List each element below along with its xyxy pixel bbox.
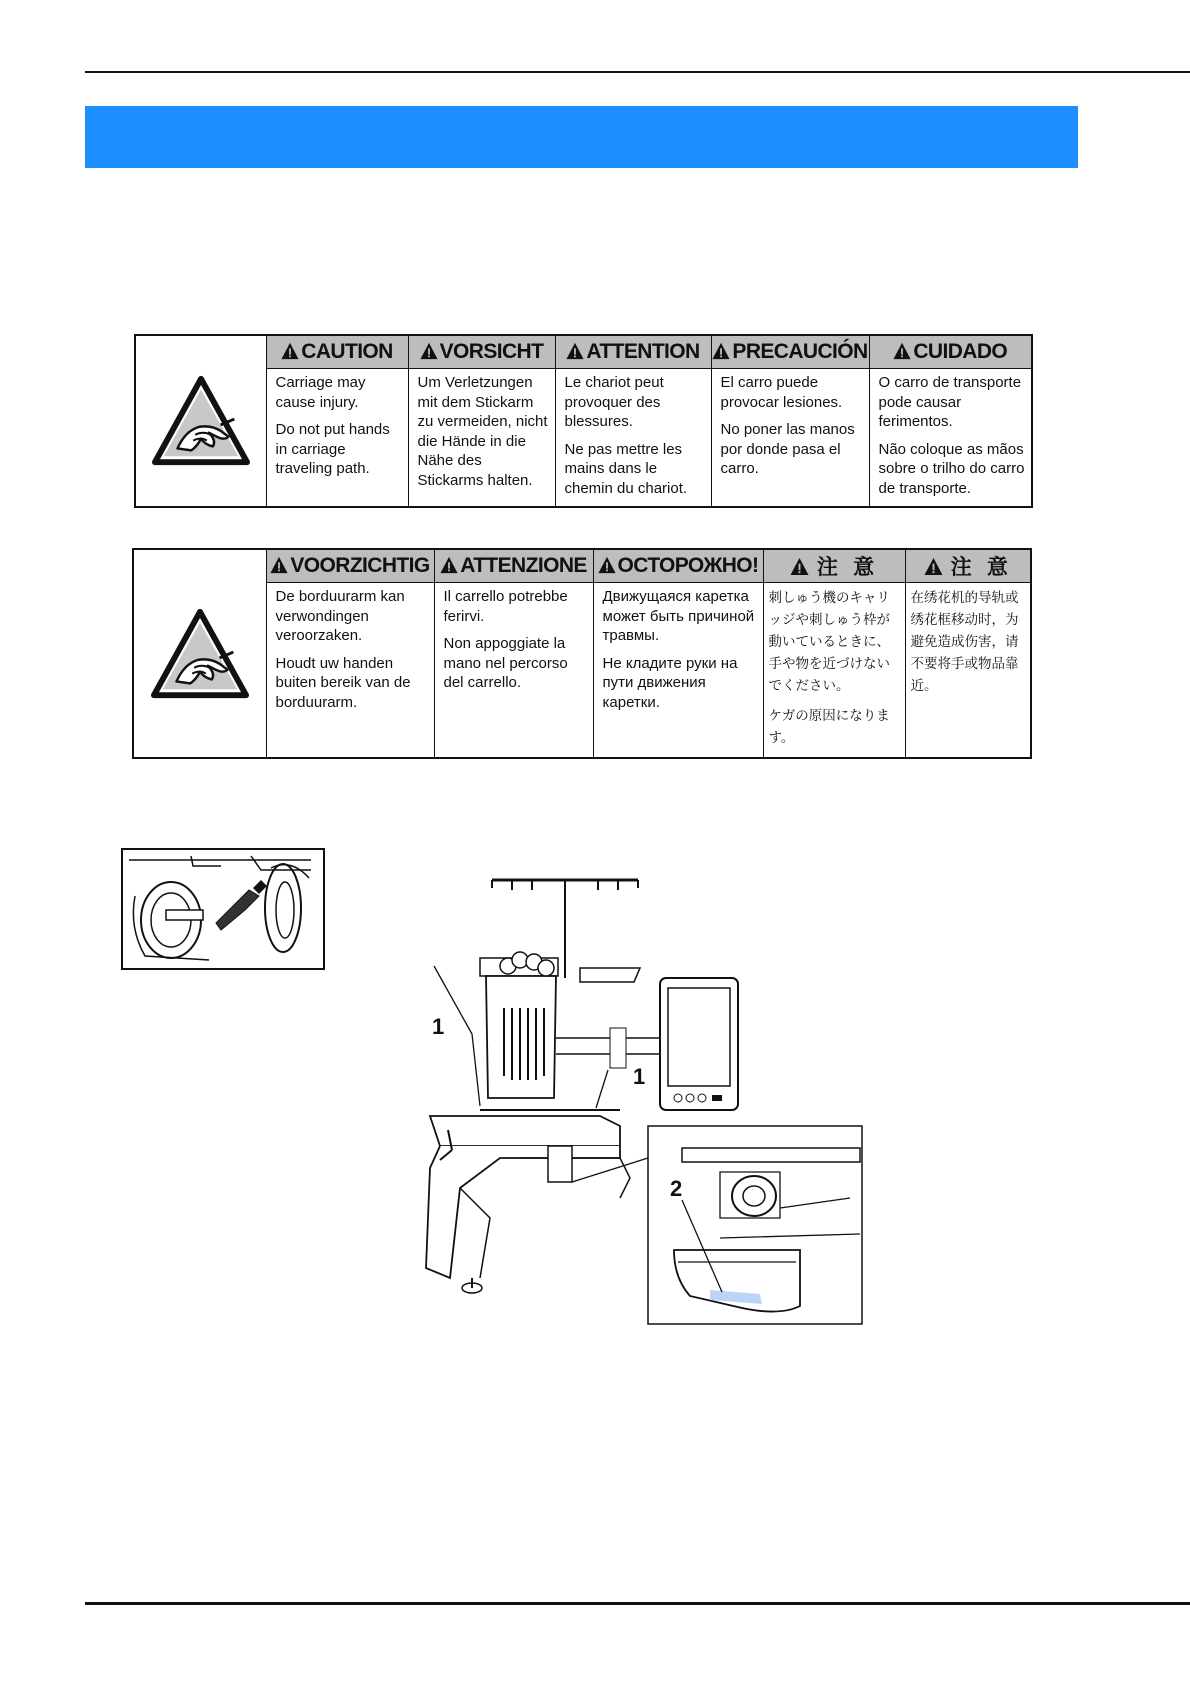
label-paragraph: Движущаяся каретка может быть причиной травмы. [602, 588, 755, 644]
warning-triangle-icon [281, 342, 299, 360]
label-body-2 [408, 369, 555, 508]
section-header-bar [85, 106, 1078, 168]
label-header-1 [266, 549, 434, 583]
label-header-text: ОСТОРОЖНО! [617, 554, 759, 577]
label-body-3 [593, 583, 763, 759]
caution-label-2 [132, 548, 1032, 759]
label-body-3 [555, 369, 711, 508]
label-header-text: VOORZICHTIG [290, 554, 430, 577]
warning-triangle-icon [440, 556, 458, 574]
embroidery-machine-illustration [420, 858, 865, 1328]
label-header-5 [905, 549, 1031, 583]
label-header-3 [593, 549, 763, 583]
hand-crush-warning-icon [133, 549, 266, 758]
label-header-text: CAUTION [301, 340, 393, 363]
label-paragraph: ケガの原因になります。 [768, 708, 890, 745]
callout-1-left: 1 [432, 1014, 445, 1039]
label-paragraph: 在绣花机的导轨或绣花框移动时，为避免造成伤害，请不要将手或物品靠近。 [910, 590, 1019, 693]
label-paragraph: Carriage may cause injury. [275, 374, 366, 411]
label-paragraph: No poner las manos por donde pasa el carro. [720, 421, 855, 477]
label-body-5 [905, 583, 1031, 759]
label-header-4 [763, 549, 905, 583]
warning-triangle-icon [893, 342, 911, 360]
label-paragraph: El carro puede provocar lesiones. [720, 374, 843, 411]
rotary-hook-oiling-illustration [121, 848, 325, 970]
label-paragraph: Не кладите руки на пути движения каретки. [602, 654, 738, 711]
warning-triangle-icon [420, 342, 438, 360]
warning-triangle-icon [924, 557, 943, 576]
label-body-1 [266, 369, 408, 508]
warning-triangle-icon [270, 556, 288, 574]
label-paragraph: Não coloque as mãos sobre o trilho do carro de transporte. [878, 440, 1025, 497]
label-paragraph: O carro de transporte pode causar ferimentos. [878, 374, 1022, 430]
warning-triangle-icon [566, 342, 584, 360]
label-header-text: PRECAUCIÓN [732, 340, 868, 363]
caution-label-1 [134, 334, 1033, 508]
hand-crush-warning-icon [135, 335, 266, 507]
top-rule [85, 71, 1190, 73]
label-paragraph: Non appoggiate la mano nel percorso del carrello. [443, 635, 568, 691]
warning-triangle-icon [712, 342, 730, 360]
label-paragraph: 刺しゅう機のキャリッジや刺しゅう枠が動いているときに、手や物を近づけないでください。 [768, 590, 890, 693]
label-header-text: VORSICHT [439, 340, 544, 363]
callout-1-right: 1 [633, 1064, 646, 1089]
label-paragraph: Le chariot peut provoquer des blessures. [564, 374, 664, 430]
label-header-2 [434, 549, 593, 583]
label-header-row [135, 335, 1032, 369]
label-header-1 [266, 335, 408, 369]
label-header-text: 注 意 [816, 555, 879, 579]
label-header-3 [555, 335, 711, 369]
label-header-2 [408, 335, 555, 369]
bottom-rule [85, 1602, 1190, 1605]
label-body-1 [266, 583, 434, 759]
label-body-5 [869, 369, 1032, 508]
label-header-text: 注 意 [950, 555, 1012, 579]
callout-2: 2 [670, 1176, 683, 1201]
label-paragraph: Il carrello potrebbe ferirvi. [443, 588, 568, 625]
label-header-text: ATTENTION [586, 340, 700, 363]
warning-triangle-icon [598, 556, 616, 574]
label-header-text: CUIDADO [913, 340, 1008, 363]
label-header-text: ATTENZIONE [460, 554, 587, 577]
label-paragraph: Ne pas mettre les mains dans le chemin du chariot. [564, 440, 688, 497]
label-paragraph: De borduurarm kan verwondingen veroorzaken. [275, 588, 405, 644]
label-body-2 [434, 583, 593, 759]
label-header-4 [711, 335, 869, 369]
label-body-row [133, 583, 1031, 759]
label-body-4 [763, 583, 905, 759]
warning-triangle-icon [790, 557, 809, 576]
label-header-5 [869, 335, 1032, 369]
label-body-row [135, 369, 1032, 508]
label-paragraph: Do not put hands in carriage traveling path. [275, 421, 390, 477]
label-body-4 [711, 369, 869, 508]
label-paragraph: Um Verletzungen mit dem Stickarm zu vermeiden, nicht die Hände in die Nähe des Stickarms halten. [417, 374, 548, 489]
label-paragraph: Houdt uw handen buiten bereik van de borduurarm. [275, 654, 411, 711]
label-header-row [133, 549, 1031, 583]
